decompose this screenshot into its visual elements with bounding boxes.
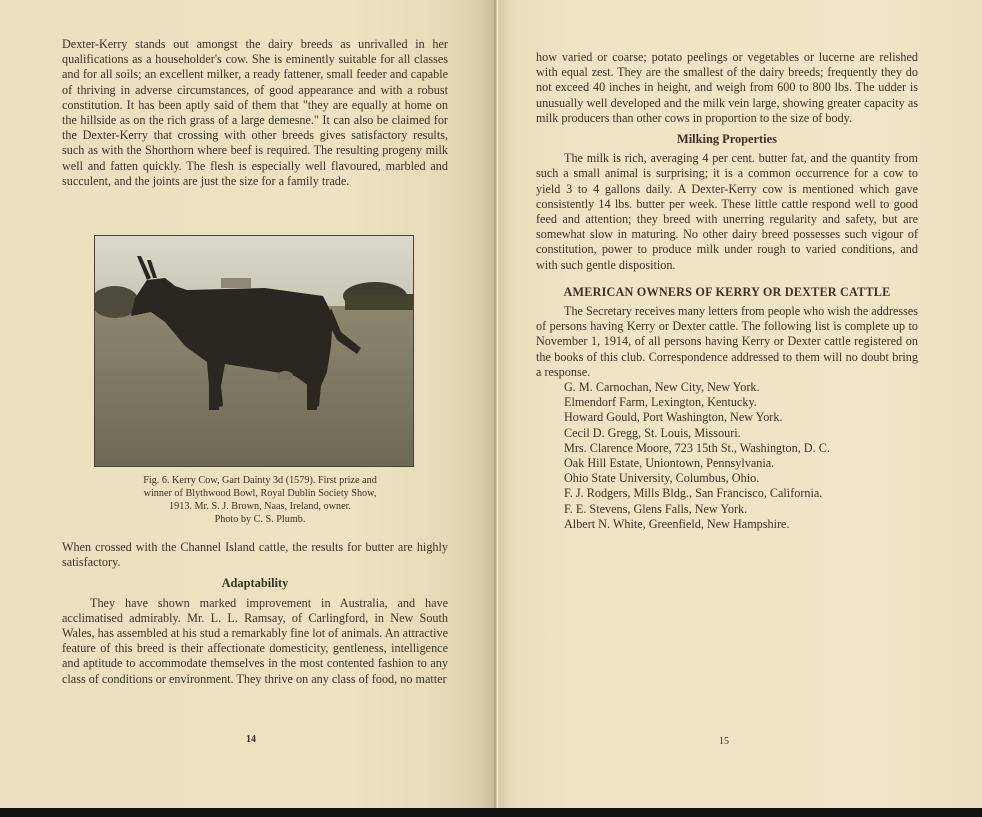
owner-entry: Howard Gould, Port Washington, New York. <box>564 410 783 425</box>
caption-line: Fig. 6. Kerry Cow, Gart Dainty 3d (1579). First prize and <box>143 475 377 486</box>
crossing-paragraph: When crossed with the Channel Island cattle, the results for butter are highly satisfactory. <box>62 540 448 570</box>
adaptability-heading: Adaptability <box>221 576 289 591</box>
owner-entry: Mrs. Clarence Moore, 723 15th St., Washington, D. C. <box>564 440 830 455</box>
caption-line: winner of Blythwood Bowl, Royal Dublin Society Show, <box>143 488 377 499</box>
owner-entry: Ohio State University, Columbus, Ohio. <box>564 471 760 486</box>
owner-entry: Elmendorf Farm, Lexington, Kentucky. <box>564 395 757 410</box>
caption-line: 1913. Mr. S. J. Brown, Naas, Ireland, owner. <box>169 501 351 512</box>
adaptability-paragraph: They have shown marked improvement in Australia, and have acclimatised admirably. Mr. L. L. Ramsay, of Carlingford, in New South Wales, has assembled at his stud a remarkably fine lot of animals. An attractive feature of this breed is their affectionate domesticity, gentleness, intelligence and aptitude to accommodate themselves in the most contented fashion to any class of conditions or environment. They thrive on any class of food, no matter <box>62 595 448 686</box>
owners-paragraph: The Secretary receives many letters from people who wish the addresses of persons having Kerry or Dexter cattle. The following list is complete up to November 1, 1914, of all persons having Kerry or Dexter cattle registered on the books of this club. Correspondence addressed to them will no doubt bring a response. <box>536 304 918 379</box>
owner-entry: F. E. Stevens, Glens Falls, New York. <box>564 501 748 516</box>
owners-heading: AMERICAN OWNERS OF KERRY OR DEXTER CATTLE <box>563 284 891 299</box>
continuation-paragraph: how varied or coarse; potato peelings or vegetables or lucerne are relished with equal zest. They are the smallest of the dairy breeds; frequently they do not exceed 40 inches in height, and weigh from 600 to 800 lbs. The udder is unusually well developed and the milk vein large, showing greater capacity as milk producers than other cows in proportion to the size of body. <box>536 50 918 125</box>
owner-entry: Oak Hill Estate, Uniontown, Pennsylvania. <box>564 456 775 471</box>
figure-caption <box>72 474 448 526</box>
caption-line: Photo by C. S. Plumb. <box>214 514 306 525</box>
left-page-body <box>62 540 448 687</box>
left-page-intro <box>62 37 448 189</box>
owner-entry: G. M. Carnochan, New City, New York. <box>564 380 760 395</box>
kerry-cow-photo <box>94 235 414 467</box>
right-page-body <box>536 50 918 532</box>
milking-paragraph: The milk is rich, averaging 4 per cent. butter fat, and the quantity from such a small animal is surprising; it is a common occurrence for a cow to yield 3 to 4 gallons daily. A Dexter-Kerry cow is mentioned which gave consistently 14 lbs. butter per week. These little cattle respond well to good feed and attention; they breed with unerring regularity and safety, but are somewhat slow in maturing. No other dairy breed possesses such vigour of constitution, power to produce milk under rough to varied conditions, and with such gentle disposition. <box>536 151 918 272</box>
milking-heading: Milking Properties <box>677 132 777 147</box>
owner-entry: Albert N. White, Greenfield, New Hampshire. <box>564 516 790 531</box>
page-number-right: 15 <box>719 736 729 747</box>
page-number-left: 14 <box>246 734 256 745</box>
owner-entry: Cecil D. Gregg, St. Louis, Missouri. <box>564 425 741 440</box>
scan-bottom-edge <box>0 808 982 817</box>
cow-illustration <box>95 236 413 466</box>
owners-list <box>564 380 918 532</box>
intro-paragraph: Dexter-Kerry stands out amongst the dairy breeds as unrivalled in her qualifications as a householder's cow. She is eminently suitable for all classes and for all soils; an excellent milker, a ready fattener, small feeder and capable of thriving in adverse circumstances, of good appearance and with a robust constitution. It has been aptly said of them that "they are equally at home on the hillside as on the rich grass of a large demesne." It can also be claimed for the Dexter-Kerry that crossing with other breeds gives satisfactory results, such as with the Shorthorn where beef is required. The resulting progeny milk well and fatten quickly. The flesh is especially well flavoured, marbled and succulent, and the joints are just the size for a family trade. <box>62 37 448 188</box>
owner-entry: F. J. Rodgers, Mills Bldg., San Francisco, California. <box>564 486 823 501</box>
spine-highlight <box>497 0 498 808</box>
book-spine <box>494 0 496 808</box>
